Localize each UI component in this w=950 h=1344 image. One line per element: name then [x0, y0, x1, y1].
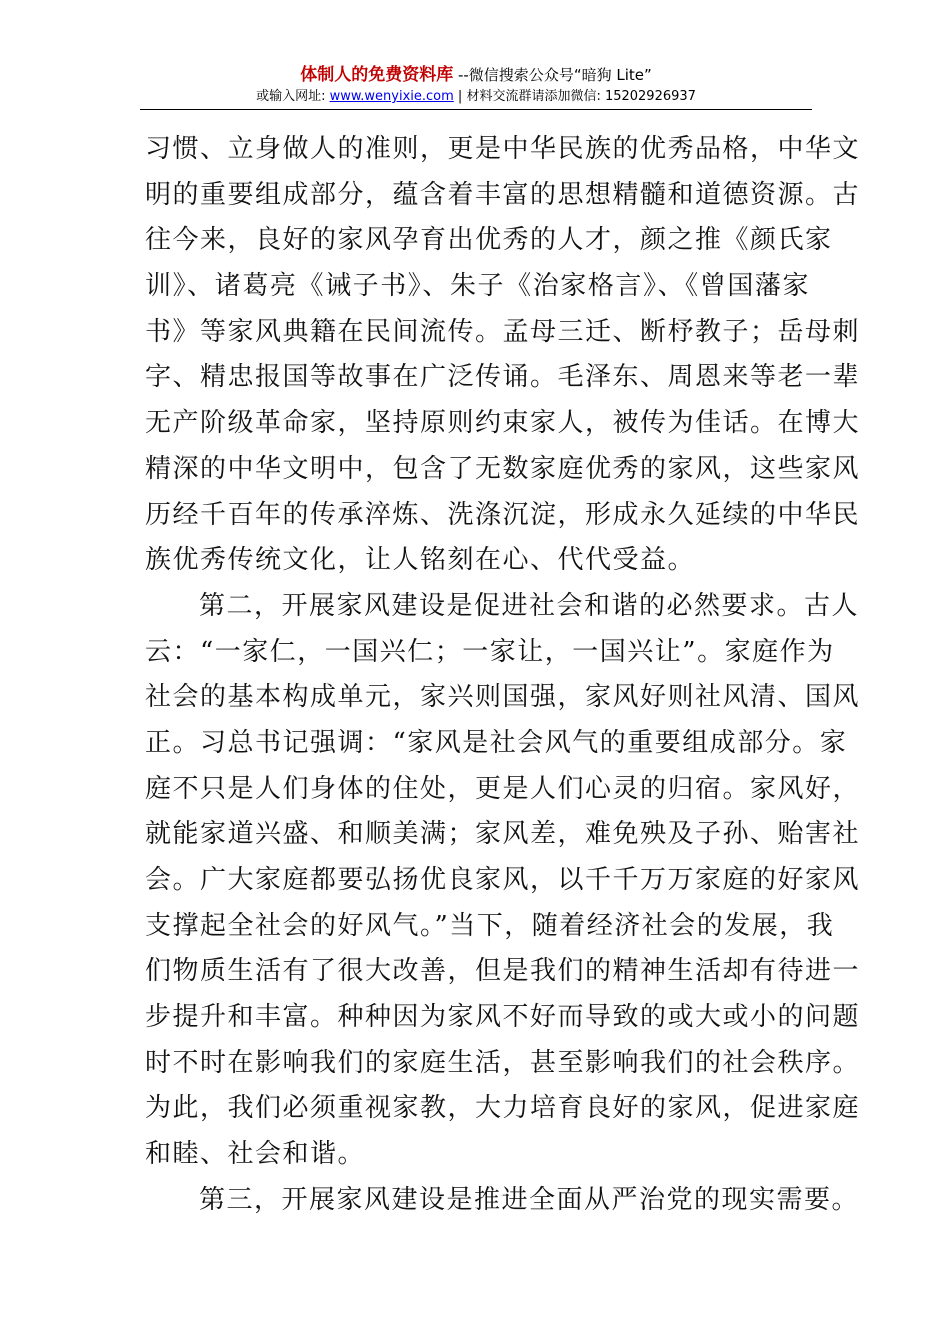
text-line: 时不时在影响我们的家庭生活，甚至影响我们的社会秩序。 — [145, 1047, 861, 1078]
text-line: 正。习总书记强调：“家风是社会风气的重要组成部分。家 — [145, 727, 848, 758]
text-line: 精深的中华文明中，包含了无数家庭优秀的家风，这些家风 — [145, 453, 861, 484]
page-header — [140, 64, 812, 107]
text-line: 为此，我们必须重视家教，大力培育良好的家风，促进家庭 — [145, 1093, 861, 1124]
text-line: 会。广大家庭都要弘扬优良家风，以千千万万家庭的好家风 — [145, 865, 861, 895]
paragraph-start-line: 第二，开展家风建设是促进社会和谐的必然要求。古人 — [199, 590, 860, 621]
text-line: 族优秀传统文化，让人铭刻在心、代代受益。 — [145, 545, 696, 576]
text-line: 明的重要组成部分，蕴含着丰富的思想精髓和道德资源。古 — [145, 179, 861, 210]
header-url-link[interactable]: www.wenyixie.com — [329, 89, 454, 104]
text-line: 就能家道兴盛、和顺美满；家风差，难免殃及子孙、贻害社 — [145, 819, 861, 850]
header-contact-line — [140, 87, 812, 107]
text-line: 庭不只是人们身体的住处，更是人们心灵的归宿。家风好， — [145, 773, 861, 804]
header-divider — [140, 109, 812, 110]
header-title-line — [140, 64, 812, 86]
header-brand: 体制人的免费资料库 — [300, 65, 454, 85]
header-contact: | 材料交流群请添加微信: 15202926937 — [453, 89, 696, 104]
header-tagline: --微信搜索公众号“暗狗 Lite” — [453, 66, 652, 84]
text-line: 书》等家风典籍在民间流传。孟母三迁、断杼教子；岳母刺 — [145, 316, 861, 347]
text-line: 历经千百年的传承淬炼、洗涤沉淀，形成永久延续的中华民 — [145, 499, 861, 530]
text-line: 步提升和丰富。种种因为家风不好而导致的或大或小的问题 — [145, 1002, 861, 1033]
text-line: 训》、诸葛亮《诫子书》、朱子《治家格言》、《曾国藩家 — [145, 271, 810, 302]
text-line: 们物质生活有了很大改善，但是我们的精神生活却有待进一 — [145, 956, 861, 987]
document-body — [145, 127, 861, 1224]
text-line: 字、精忠报国等故事在广泛传诵。毛泽东、周恩来等老一辈 — [145, 362, 861, 393]
text-line: 支撑起全社会的好风气。”当下，随着经济社会的发展，我 — [145, 910, 835, 941]
text-line: 云：“一家仁，一国兴仁；一家让，一国兴让”。家庭作为 — [145, 636, 835, 667]
text-line: 习惯、立身做人的准则，更是中华民族的优秀品格，中华文 — [145, 134, 861, 164]
text-line: 社会的基本构成单元，家兴则国强，家风好则社风清、国风 — [145, 682, 861, 713]
text-line: 和睦、社会和谐。 — [145, 1139, 366, 1170]
text-line: 往今来，良好的家风孕育出优秀的人才，颜之推《颜氏家 — [145, 225, 833, 256]
header-url-prefix: 或输入网址: — [256, 89, 330, 104]
paragraph-start-line: 第三，开展家风建设是推进全面从严治党的现实需要。 — [199, 1184, 860, 1215]
text-line: 无产阶级革命家，坚持原则约束家人，被传为佳话。在博大 — [145, 408, 861, 439]
